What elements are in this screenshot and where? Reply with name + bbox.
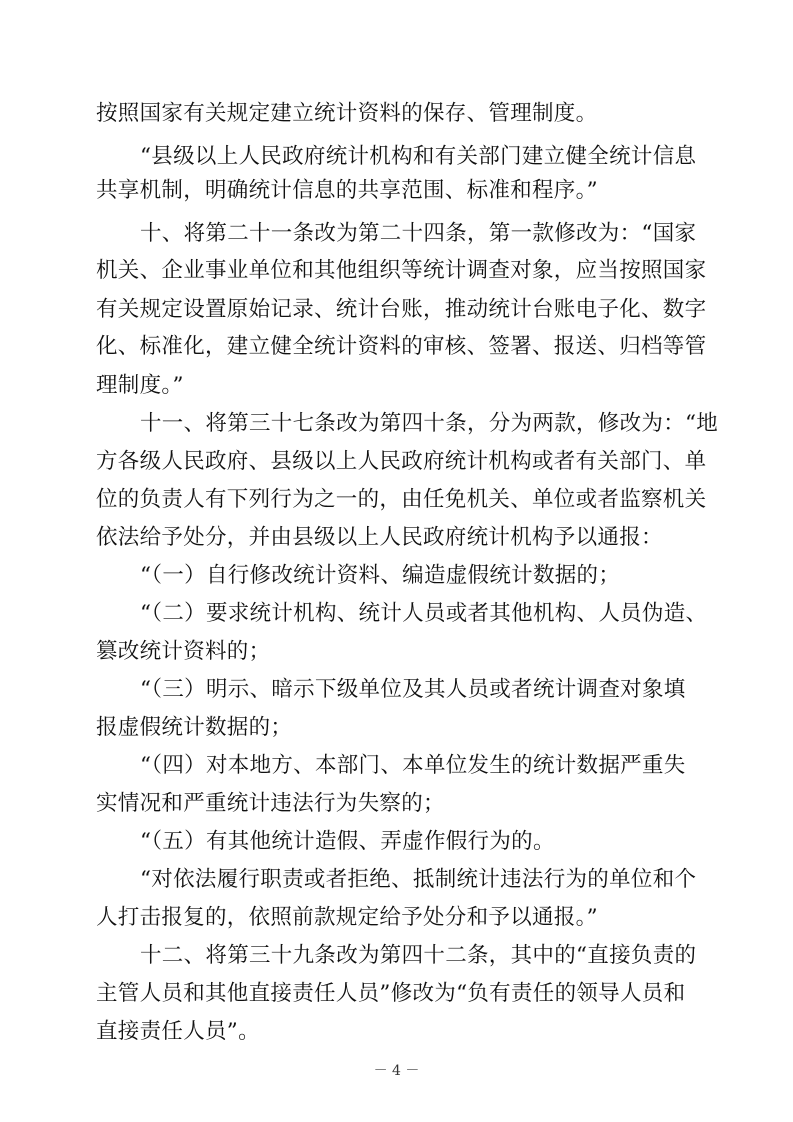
text-line: 理制度。” [96,373,184,398]
text-line: “（四）对本地方、本部门、本单位发生的统计数据严重失 [140,753,686,778]
text-line: 十、将第二十一条改为第二十四条，第一款修改为：“国家 [140,221,697,246]
text-line: 主管人员和其他直接责任人员”修改为“负有责任的领导人员和 [96,981,686,1006]
text-line: 共享机制，明确统计信息的共享范围、标准和程序。” [96,178,598,203]
text-line: 人打击报复的，依照前款规定给予处分和予以通报。” [96,905,598,930]
text-line: 机关、企业事业单位和其他组织等统计调查对象，应当按照国家 [96,258,707,283]
text-line: 方各级人民政府、县级以上人民政府统计机构或者有关部门、单 [96,449,707,474]
text-line: 报虚假统计数据的； [96,715,293,740]
text-line: 位的负责人有下列行为之一的，由任免机关、单位或者监察机关 [96,487,707,512]
text-line: “县级以上人民政府统计机构和有关部门建立健全统计信息 [140,144,697,169]
page-number: － 4 － [373,1063,420,1079]
text-line: 十二、将第三十九条改为第四十二条，其中的“直接负责的 [140,943,697,968]
text-line: 篡改统计资料的； [96,639,271,664]
text-line: 实情况和严重统计违法行为失察的； [96,791,445,816]
text-line: “（一）自行修改统计资料、编造虚假统计数据的； [140,563,621,588]
text-line: 十一、将第三十七条改为第四十条，分为两款，修改为：“地 [140,411,719,436]
text-line: 有关规定设置原始记录、统计台账，推动统计台账电子化、数字 [96,297,707,322]
text-line: “对依法履行职责或者拒绝、抵制统计违法行为的单位和个 [140,867,697,892]
text-line: 按照国家有关规定建立统计资料的保存、管理制度。 [96,101,598,126]
text-line: “（三）明示、暗示下级单位及其人员或者统计调查对象填 [140,677,686,702]
text-line: “（五）有其他统计造假、弄虚作假行为的。 [140,829,555,854]
text-line: 化、标准化，建立健全统计资料的审核、签署、报送、归档等管 [96,334,707,359]
text-line: 依法给予处分，并由县级以上人民政府统计机构予以通报： [96,525,663,550]
text-line: 直接责任人员”。 [96,1019,260,1044]
text-line: “（二）要求统计机构、统计人员或者其他机构、人员伪造、 [140,601,708,626]
